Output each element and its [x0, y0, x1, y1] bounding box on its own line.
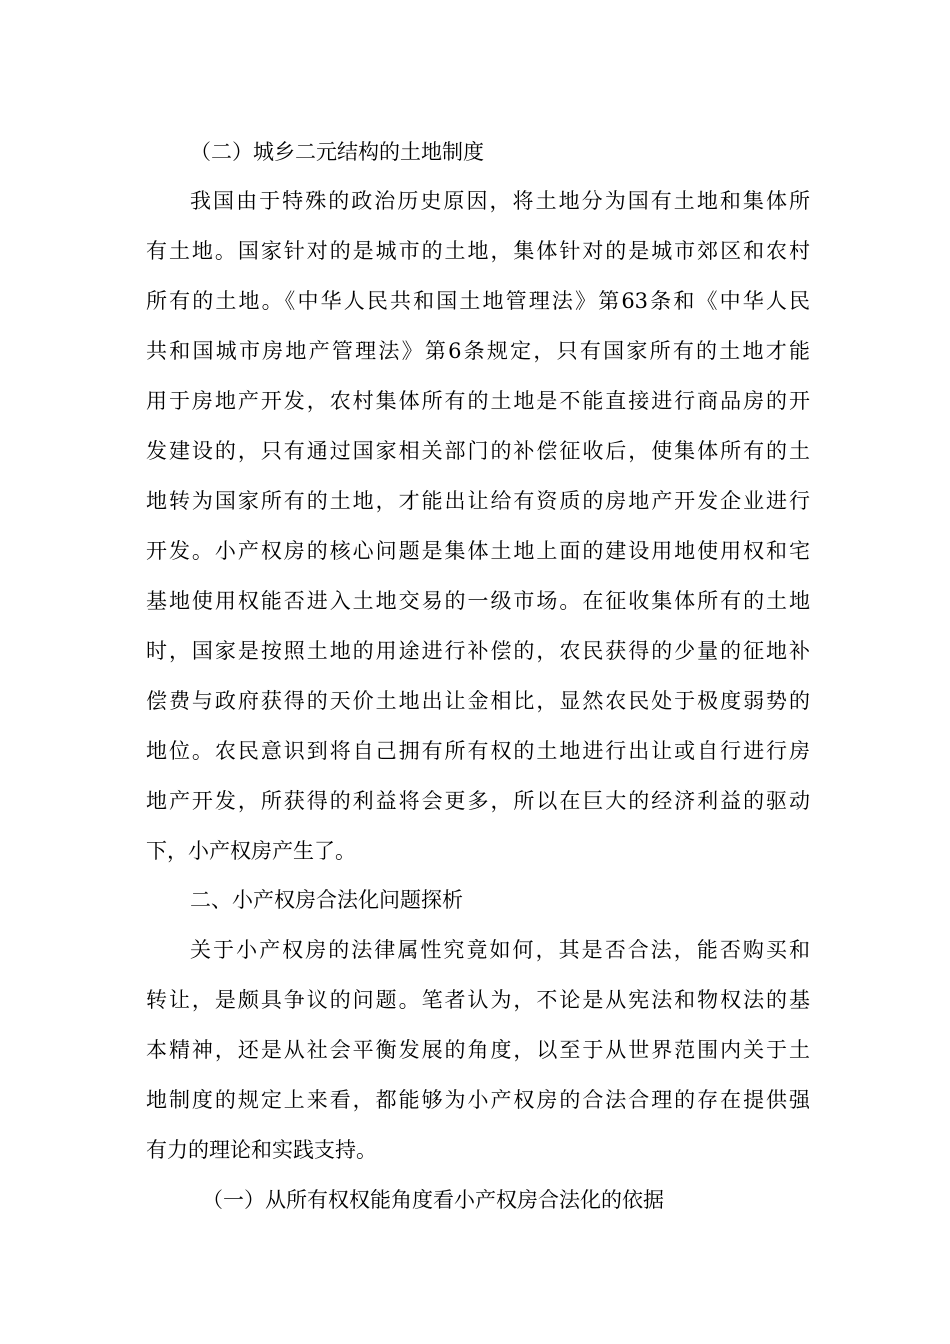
paragraph-line: 地转为国家所有的土地，才能出让给有资质的房地产开发企业进行	[146, 489, 810, 513]
paragraph-line: 地产开发，所获得的利益将会更多，所以在巨大的经济利益的驱动	[146, 789, 810, 813]
paragraph-line: 基地使用权能否进入土地交易的一级市场。在征收集体所有的土地	[146, 589, 810, 613]
paragraph-line: 本精神，还是从社会平衡发展的角度，以至于从世界范围内关于土	[146, 1038, 810, 1062]
paragraph-line: 地位。农民意识到将自己拥有所有权的土地进行出让或自行进行房	[146, 739, 810, 763]
paragraph-line: 转让，是颇具争议的问题。笔者认为，不论是从宪法和物权法的基	[146, 988, 810, 1012]
paragraph-line: 开发。小产权房的核心问题是集体土地上面的建设用地使用权和宅	[146, 539, 810, 563]
paragraph-line: 关于小产权房的法律属性究竟如何，其是否合法，能否购买和	[190, 938, 810, 962]
paragraph-line: 发建设的，只有通过国家相关部门的补偿征收后，使集体所有的土	[146, 439, 810, 463]
paragraph-line: 地制度的规定上来看，都能够为小产权房的合法合理的存在提供强	[146, 1088, 810, 1112]
paragraph-line: 时，国家是按照土地的用途进行补偿的，农民获得的少量的征地补	[146, 639, 810, 663]
paragraph-line: 我国由于特殊的政治历史原因，将土地分为国有土地和集体所	[190, 189, 810, 213]
paragraph-line: 下，小产权房产生了。	[146, 839, 356, 863]
paragraph-line: 有土地。国家针对的是城市的土地，集体针对的是城市郊区和农村	[146, 239, 810, 263]
section-heading: （二）城乡二元结构的土地制度	[190, 140, 484, 164]
paragraph-line: 有力的理论和实践支持。	[146, 1138, 377, 1162]
paragraph-line: 共和国城市房地产管理法》第6条规定，只有国家所有的土地才能	[146, 339, 810, 363]
paragraph-line: 用于房地产开发，农村集体所有的土地是不能直接进行商品房的开	[146, 389, 810, 413]
section-heading: （一）从所有权权能角度看小产权房合法化的依据	[202, 1188, 664, 1212]
paragraph-line: 偿费与政府获得的天价土地出让金相比，显然农民处于极度弱势的	[146, 689, 810, 713]
paragraph-line: 所有的土地。《中华人民共和国土地管理法》第63条和《中华人民	[146, 289, 810, 313]
section-heading: 二、小产权房合法化问题探析	[190, 888, 463, 912]
